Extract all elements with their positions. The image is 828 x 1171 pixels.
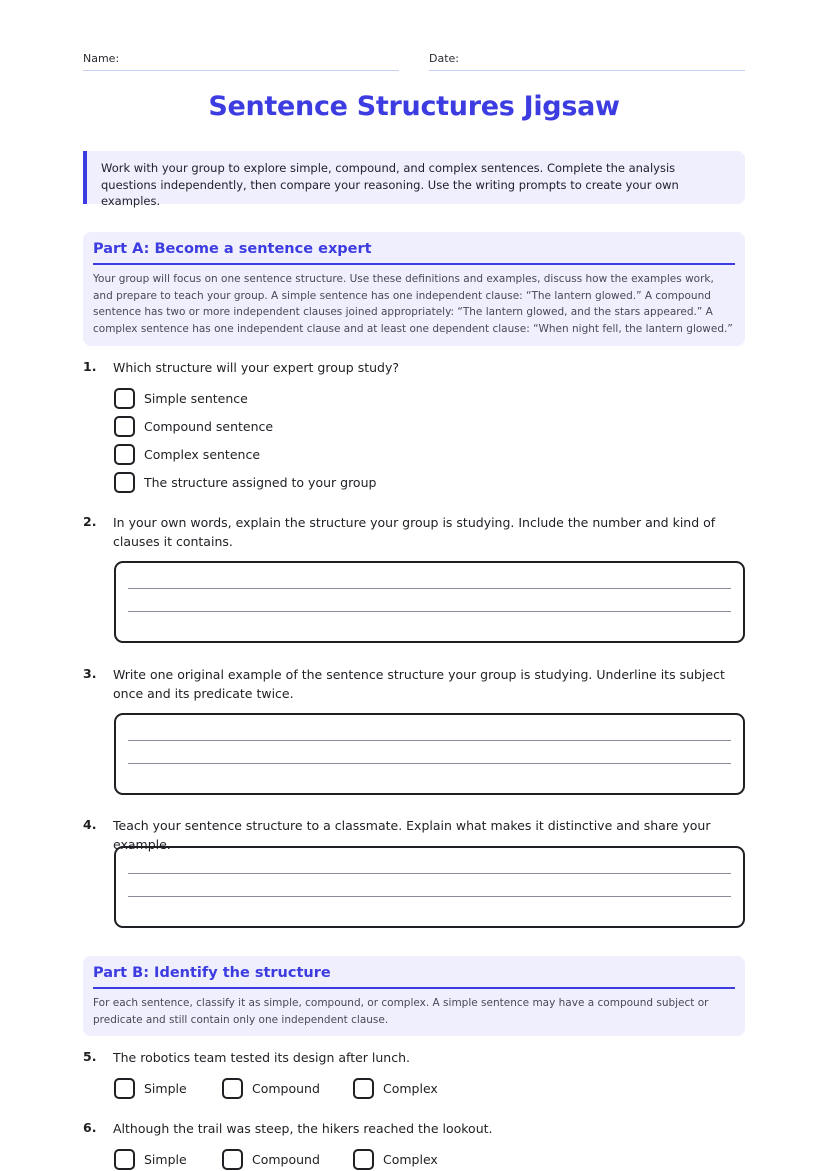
- writing-line: [128, 588, 731, 589]
- intro-callout: Work with your group to explore simple, compound, and complex sentences. Complete the analysis questions independently, then compare your reasoning. Use the writing prompts to create your own examples.: [83, 151, 745, 204]
- part-b-description: For each sentence, classify it as simple, compound, or complex. A simple sentence may have a compound subject or predicate and still contain only one independent clause.: [93, 997, 709, 1026]
- option-complex-sentence[interactable]: [114, 443, 260, 465]
- writing-line: [128, 763, 731, 764]
- checkbox[interactable]: [114, 444, 135, 465]
- question-number: 4.: [83, 817, 97, 832]
- name-field[interactable]: [83, 52, 399, 71]
- question-number: 2.: [83, 514, 97, 529]
- answer-box-3[interactable]: [114, 713, 745, 795]
- option-label: The structure assigned to your group: [144, 474, 377, 490]
- checkbox[interactable]: [114, 388, 135, 409]
- option-compound-sentence[interactable]: [114, 415, 273, 437]
- part-a-description: Your group will focus on one sentence structure. Use these definitions and examples, discuss how the examples work, and prepare to teach your group. A simple sentence has one independent clause: “The lantern glowed.” A compound sentence has two or more independent clauses joined appropriately: “The lantern glowed, and the stars appeared.” A complex sentence has one independent clause and at least one dependent clause: “When night fell, the lantern glowed.”: [93, 273, 733, 335]
- question-6: [83, 1120, 745, 1171]
- question-text: Write one original example of the sentence structure your group is studying. Underline its subject once and its predicate twice.: [113, 667, 725, 701]
- answer-box-2[interactable]: [114, 561, 745, 643]
- question-1: [83, 359, 745, 499]
- option-simple-sentence[interactable]: [114, 387, 248, 409]
- writing-line: [128, 611, 731, 612]
- question-5: [83, 1049, 745, 1101]
- writing-line: [128, 873, 731, 874]
- checkbox[interactable]: [222, 1149, 243, 1170]
- writing-line: [128, 740, 731, 741]
- question-4: [83, 817, 745, 852]
- checkbox[interactable]: [114, 1149, 135, 1170]
- part-b-panel: [83, 956, 745, 1036]
- question-text: Which structure will your expert group study?: [113, 360, 400, 375]
- name-label: Name:: [83, 52, 120, 65]
- question-number: 1.: [83, 359, 97, 374]
- option-complex[interactable]: [353, 1077, 438, 1099]
- answer-box-4[interactable]: [114, 846, 745, 928]
- question-text: The robotics team tested its design after lunch.: [113, 1050, 410, 1065]
- question-text: Teach your sentence structure to a classmate. Explain what makes it distinctive and share your example.: [113, 818, 711, 852]
- option-compound[interactable]: [222, 1077, 320, 1099]
- question-text: Although the trail was steep, the hikers reached the lookout.: [113, 1121, 493, 1136]
- worksheet-title: Sentence Structures Jigsaw: [208, 91, 620, 122]
- date-field[interactable]: [429, 52, 745, 71]
- option-label: Simple: [144, 1151, 187, 1167]
- date-label: Date:: [429, 52, 459, 65]
- checkbox[interactable]: [222, 1078, 243, 1099]
- part-a-panel: [83, 232, 745, 346]
- option-label: Simple: [144, 1080, 187, 1096]
- checkbox[interactable]: [353, 1149, 374, 1170]
- option-complex[interactable]: [353, 1148, 438, 1170]
- option-label: Compound: [252, 1080, 320, 1096]
- checkbox[interactable]: [114, 1078, 135, 1099]
- option-assigned-structure[interactable]: [114, 471, 376, 493]
- question-number: 5.: [83, 1049, 97, 1064]
- checkbox[interactable]: [353, 1078, 374, 1099]
- option-simple[interactable]: [114, 1077, 187, 1099]
- checkbox[interactable]: [114, 472, 135, 493]
- part-a-title: Part A: Become a sentence expert: [93, 241, 735, 265]
- checkbox[interactable]: [114, 416, 135, 437]
- question-number: 6.: [83, 1120, 97, 1135]
- option-label: Compound sentence: [144, 418, 274, 434]
- option-label: Complex sentence: [144, 446, 261, 462]
- question-2: [83, 514, 745, 554]
- option-label: Complex: [383, 1080, 438, 1096]
- question-number: 3.: [83, 666, 97, 681]
- option-simple[interactable]: [114, 1148, 187, 1170]
- part-b-title: Part B: Identify the structure: [93, 965, 735, 989]
- option-compound[interactable]: [222, 1148, 320, 1170]
- question-text: In your own words, explain the structure your group is studying. Include the number and kind of clauses it contains.: [113, 515, 716, 549]
- question-3: [83, 666, 745, 706]
- option-label: Complex: [383, 1151, 438, 1167]
- option-label: Simple sentence: [144, 390, 248, 406]
- option-label: Compound: [252, 1151, 320, 1167]
- writing-line: [128, 896, 731, 897]
